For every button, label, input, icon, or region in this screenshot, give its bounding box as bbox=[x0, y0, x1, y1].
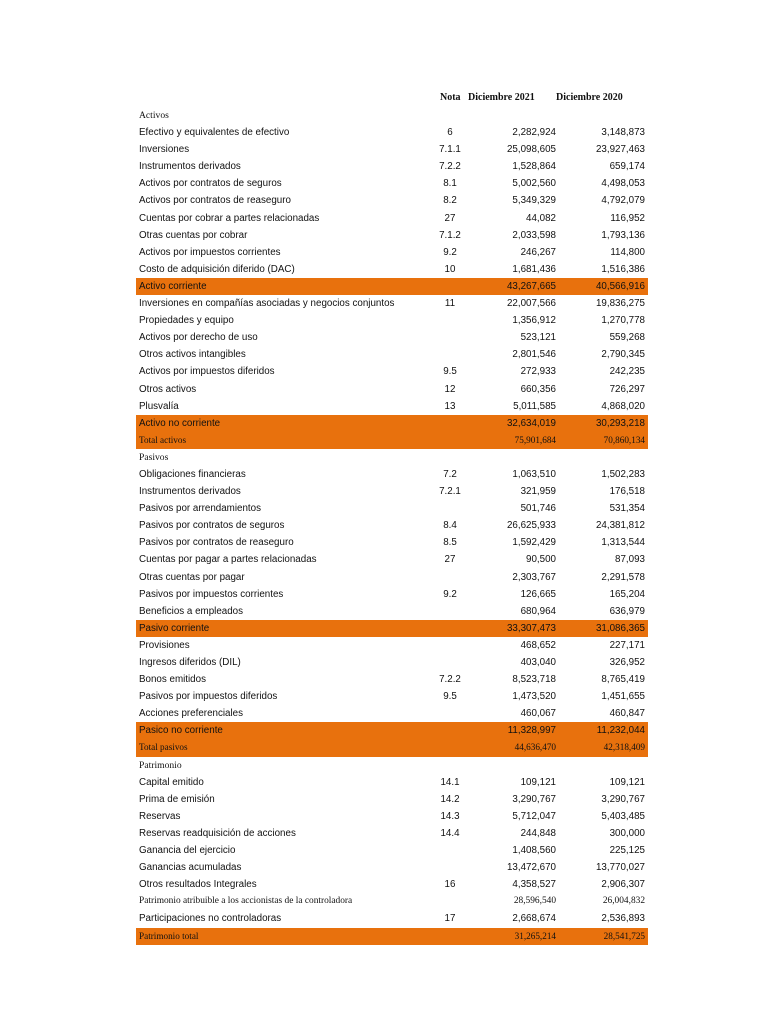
row-label: Provisiones bbox=[139, 639, 190, 651]
row-value-2021: 660,356 bbox=[520, 383, 556, 395]
row-value-2020: 1,502,283 bbox=[601, 468, 645, 480]
table-row bbox=[136, 261, 648, 278]
row-value-2021: 22,007,566 bbox=[506, 298, 556, 310]
row-label: Otras cuentas por cobrar bbox=[139, 229, 248, 241]
row-value-2021: 523,121 bbox=[520, 332, 556, 344]
row-label: Pasivos por impuestos corrientes bbox=[139, 588, 284, 600]
row-label: Obligaciones financieras bbox=[139, 468, 246, 480]
total-row bbox=[136, 739, 648, 756]
row-value-2020: 40,566,916 bbox=[595, 280, 645, 292]
table-row bbox=[136, 688, 648, 705]
row-value-2021: 75,901,684 bbox=[514, 434, 556, 445]
total-row bbox=[136, 928, 648, 945]
row-value-2020: 2,536,893 bbox=[601, 913, 645, 925]
row-label: Pasivos por contratos de reaseguro bbox=[139, 537, 294, 549]
row-label: Otros activos bbox=[139, 383, 197, 395]
row-value-2020: 116,952 bbox=[610, 212, 645, 224]
row-value-2020: 3,290,767 bbox=[601, 793, 645, 805]
row-value-2020: 1,313,544 bbox=[601, 537, 645, 549]
table-row bbox=[136, 808, 648, 825]
row-value-2020: 2,790,345 bbox=[601, 349, 645, 361]
row-value-2021: 5,002,560 bbox=[512, 178, 556, 190]
row-label: Pasivos bbox=[139, 451, 169, 463]
row-value-2021: 501,746 bbox=[520, 503, 556, 515]
row-nota: 6 bbox=[447, 127, 453, 139]
row-value-2021: 403,040 bbox=[520, 657, 556, 668]
table-row bbox=[136, 637, 648, 654]
table-row bbox=[136, 210, 648, 227]
row-value-2021: 43,267,665 bbox=[506, 280, 556, 292]
row-value-2021: 4,358,527 bbox=[512, 879, 556, 891]
row-value-2020: 225,125 bbox=[609, 845, 645, 857]
row-label: Inversiones bbox=[139, 144, 190, 156]
table-row bbox=[136, 363, 648, 380]
table-row bbox=[136, 671, 648, 688]
row-value-2021: 1,408,560 bbox=[512, 845, 556, 857]
row-value-2020: 13,770,027 bbox=[595, 862, 645, 874]
row-value-2021: 5,712,047 bbox=[512, 810, 556, 822]
row-value-2020: 26,004,832 bbox=[602, 896, 645, 907]
row-value-2020: 28,541,725 bbox=[603, 930, 645, 941]
row-value-2021: 28,596,540 bbox=[513, 896, 556, 907]
row-value-2021: 13,472,670 bbox=[506, 862, 556, 874]
row-value-2021: 2,801,546 bbox=[512, 349, 556, 361]
table-row bbox=[136, 876, 648, 893]
column-headers bbox=[136, 92, 648, 106]
row-value-2021: 3,290,767 bbox=[512, 793, 556, 805]
row-label: Patrimonio total bbox=[139, 930, 199, 941]
row-label: Pasivos por impuestos diferidos bbox=[139, 691, 278, 703]
section-heading bbox=[136, 449, 648, 466]
row-label: Total pasivos bbox=[139, 742, 188, 753]
row-label: Propiedades y equipo bbox=[139, 315, 234, 327]
row-label: Beneficios a empleados bbox=[139, 605, 244, 617]
row-value-2021: 32,634,019 bbox=[506, 417, 556, 429]
table-row bbox=[136, 551, 648, 568]
row-value-2020: 659,174 bbox=[609, 161, 645, 173]
table-row bbox=[136, 227, 648, 244]
row-value-2020: 460,847 bbox=[609, 708, 645, 720]
table-row bbox=[136, 569, 648, 586]
row-value-2021: 246,267 bbox=[520, 246, 556, 258]
row-value-2020: 726,297 bbox=[609, 383, 645, 395]
row-nota: 9.5 bbox=[443, 691, 457, 703]
table-row bbox=[136, 705, 648, 722]
row-value-2021: 680,964 bbox=[520, 605, 556, 617]
table-row bbox=[136, 346, 648, 363]
table-row bbox=[136, 534, 648, 551]
row-value-2020: 30,293,218 bbox=[595, 417, 645, 429]
row-value-2021: 321,959 bbox=[520, 486, 556, 498]
table-row bbox=[136, 175, 648, 192]
header-diciembre-2021: Diciembre 2021 bbox=[468, 92, 535, 103]
row-nota: 8.5 bbox=[443, 537, 457, 549]
table-row bbox=[136, 124, 648, 141]
row-label: Prima de emisión bbox=[139, 793, 215, 805]
row-value-2021: 2,303,767 bbox=[512, 571, 556, 583]
row-value-2020: 87,093 bbox=[615, 554, 645, 566]
table-row bbox=[136, 500, 648, 517]
subtotal-row bbox=[136, 415, 648, 432]
table-row bbox=[136, 381, 648, 398]
row-label: Activos por contratos de reaseguro bbox=[139, 195, 291, 207]
row-nota: 7.1.1 bbox=[439, 144, 461, 156]
row-value-2021: 1,528,864 bbox=[512, 161, 556, 173]
row-label: Instrumentos derivados bbox=[139, 486, 241, 498]
row-value-2020: 300,000 bbox=[609, 827, 645, 839]
row-label: Inversiones en compañías asociadas y negocios conjuntos bbox=[139, 298, 395, 310]
row-value-2020: 5,403,485 bbox=[601, 810, 645, 822]
row-value-2020: 1,451,655 bbox=[601, 691, 645, 703]
row-label: Efectivo y equivalentes de efectivo bbox=[139, 127, 290, 139]
row-value-2021: 460,067 bbox=[520, 708, 556, 720]
row-value-2020: 8,765,419 bbox=[601, 674, 645, 686]
table-row bbox=[136, 791, 648, 808]
subtotal-row bbox=[136, 620, 648, 637]
row-value-2021: 109,121 bbox=[520, 776, 556, 788]
row-value-2021: 31,265,214 bbox=[514, 930, 556, 941]
row-label: Reservas readquisición de acciones bbox=[139, 827, 296, 839]
row-value-2021: 44,636,470 bbox=[514, 742, 556, 753]
row-value-2020: 4,868,020 bbox=[601, 400, 645, 412]
row-value-2020: 24,381,812 bbox=[595, 520, 645, 532]
table-row bbox=[136, 466, 648, 483]
row-value-2020: 4,792,079 bbox=[601, 195, 645, 207]
row-value-2020: 31,086,365 bbox=[595, 622, 645, 634]
row-value-2020: 1,793,136 bbox=[601, 229, 645, 241]
row-value-2020: 11,232,044 bbox=[596, 725, 645, 737]
row-value-2020: 70,860,134 bbox=[603, 434, 645, 445]
table-row bbox=[136, 244, 648, 261]
row-nota: 9.2 bbox=[443, 588, 457, 600]
row-label: Activo no corriente bbox=[139, 417, 221, 429]
table-row bbox=[136, 603, 648, 620]
row-value-2020: 1,270,778 bbox=[601, 315, 645, 327]
row-label: Costo de adquisición diferido (DAC) bbox=[139, 263, 295, 275]
row-nota: 14.4 bbox=[440, 827, 460, 839]
row-value-2020: 326,952 bbox=[609, 657, 645, 668]
row-nota: 8.4 bbox=[443, 520, 457, 532]
section-heading bbox=[136, 757, 648, 774]
row-value-2021: 90,500 bbox=[526, 554, 556, 566]
row-value-2021: 11,328,997 bbox=[507, 725, 556, 737]
row-value-2021: 1,592,429 bbox=[512, 537, 556, 549]
table-row bbox=[136, 295, 648, 312]
row-value-2020: 4,498,053 bbox=[601, 178, 645, 190]
row-value-2021: 25,098,605 bbox=[506, 144, 556, 156]
row-label: Cuentas por cobrar a partes relacionadas bbox=[139, 212, 320, 224]
table-row bbox=[136, 312, 648, 329]
row-value-2021: 244,848 bbox=[520, 827, 556, 839]
row-value-2021: 26,625,933 bbox=[506, 520, 556, 532]
row-value-2020: 227,171 bbox=[609, 639, 645, 651]
table-row bbox=[136, 586, 648, 603]
header-diciembre-2020: Diciembre 2020 bbox=[556, 92, 623, 103]
header-nota: Nota bbox=[440, 92, 461, 103]
table-row bbox=[136, 398, 648, 415]
row-value-2020: 19,836,275 bbox=[595, 298, 645, 310]
table-row bbox=[136, 654, 648, 671]
table-row bbox=[136, 483, 648, 500]
row-nota: 7.2.2 bbox=[439, 674, 461, 686]
row-value-2020: 23,927,463 bbox=[595, 144, 645, 156]
row-value-2020: 242,235 bbox=[609, 366, 645, 378]
row-value-2020: 559,268 bbox=[609, 332, 645, 344]
row-value-2020: 114,800 bbox=[610, 246, 645, 258]
row-nota: 14.1 bbox=[440, 776, 460, 788]
row-value-2020: 2,291,578 bbox=[601, 571, 645, 583]
table-row bbox=[136, 825, 648, 842]
row-label: Pasivos por arrendamientos bbox=[139, 503, 261, 515]
table-row bbox=[136, 893, 648, 910]
row-nota: 27 bbox=[444, 554, 456, 566]
row-value-2021: 468,652 bbox=[520, 639, 556, 651]
row-value-2021: 5,011,585 bbox=[513, 400, 556, 412]
table-row bbox=[136, 192, 648, 209]
row-label: Otras cuentas por pagar bbox=[139, 571, 245, 583]
row-label: Plusvalía bbox=[139, 400, 179, 412]
subtotal-row bbox=[136, 722, 648, 739]
row-nota: 13 bbox=[444, 400, 456, 412]
row-nota: 8.1 bbox=[443, 178, 457, 190]
row-nota: 9.2 bbox=[443, 246, 457, 258]
row-nota: 17 bbox=[444, 913, 456, 925]
section-heading bbox=[136, 107, 648, 124]
total-row bbox=[136, 432, 648, 449]
row-label: Reservas bbox=[139, 810, 181, 822]
row-value-2020: 176,518 bbox=[609, 486, 645, 498]
table-row bbox=[136, 329, 648, 346]
row-nota: 7.2 bbox=[443, 468, 457, 480]
row-nota: 7.1.2 bbox=[439, 229, 461, 241]
row-label: Otros activos intangibles bbox=[139, 349, 246, 361]
row-nota: 27 bbox=[444, 212, 456, 224]
row-nota: 11 bbox=[444, 298, 456, 310]
row-label: Participaciones no controladoras bbox=[139, 913, 282, 925]
table-row bbox=[136, 774, 648, 791]
row-value-2020: 636,979 bbox=[609, 605, 645, 617]
row-value-2020: 1,516,386 bbox=[601, 263, 645, 275]
row-label: Activos por contratos de seguros bbox=[139, 178, 282, 190]
row-value-2020: 531,354 bbox=[609, 503, 645, 515]
row-value-2021: 33,307,473 bbox=[506, 622, 556, 634]
table-row bbox=[136, 910, 648, 927]
row-value-2021: 1,681,436 bbox=[512, 263, 556, 275]
row-label: Activos por impuestos corrientes bbox=[139, 246, 281, 258]
row-label: Pasico no corriente bbox=[139, 725, 223, 737]
row-value-2021: 44,082 bbox=[526, 212, 556, 224]
row-value-2021: 8,523,718 bbox=[512, 674, 556, 686]
subtotal-row bbox=[136, 278, 648, 295]
row-label: Ingresos diferidos (DIL) bbox=[139, 657, 241, 668]
table-row bbox=[136, 859, 648, 876]
row-value-2021: 5,349,329 bbox=[512, 195, 556, 207]
row-value-2021: 272,933 bbox=[520, 366, 556, 378]
row-value-2021: 126,665 bbox=[520, 588, 556, 600]
row-nota: 14.2 bbox=[440, 793, 460, 805]
table-row bbox=[136, 158, 648, 175]
row-value-2021: 2,668,674 bbox=[512, 913, 556, 925]
row-value-2021: 1,473,520 bbox=[512, 691, 556, 703]
row-nota: 9.5 bbox=[443, 366, 457, 378]
row-label: Activos por derecho de uso bbox=[139, 332, 258, 344]
table-row bbox=[136, 517, 648, 534]
row-value-2021: 1,356,912 bbox=[512, 315, 556, 327]
row-nota: 7.2.2 bbox=[439, 161, 461, 173]
row-nota: 7.2.1 bbox=[439, 486, 461, 498]
row-nota: 10 bbox=[444, 263, 456, 275]
row-value-2020: 3,148,873 bbox=[601, 127, 645, 139]
row-label: Pasivos por contratos de seguros bbox=[139, 520, 285, 532]
row-label: Otros resultados Integrales bbox=[139, 879, 257, 891]
row-label: Bonos emitidos bbox=[139, 674, 206, 686]
table-row bbox=[136, 141, 648, 158]
row-value-2021: 2,033,598 bbox=[512, 229, 556, 241]
row-label: Total activos bbox=[139, 434, 187, 445]
row-value-2021: 2,282,924 bbox=[512, 127, 556, 139]
row-value-2021: 1,063,510 bbox=[512, 468, 556, 480]
row-label: Acciones preferenciales bbox=[139, 708, 244, 720]
row-value-2020: 2,906,307 bbox=[601, 879, 645, 891]
row-label: Activos por impuestos diferidos bbox=[139, 366, 275, 378]
row-label: Capital emitido bbox=[139, 776, 204, 788]
row-nota: 8.2 bbox=[443, 195, 457, 207]
row-label: Pasivo corriente bbox=[139, 622, 210, 634]
statement-rows bbox=[136, 107, 648, 945]
row-label: Instrumentos derivados bbox=[139, 161, 241, 173]
row-label: Patrimonio bbox=[139, 759, 182, 771]
row-nota: 12 bbox=[444, 383, 456, 395]
table-row bbox=[136, 842, 648, 859]
row-nota: 16 bbox=[444, 879, 456, 891]
row-label: Ganancia del ejercicio bbox=[139, 845, 236, 857]
row-label: Activos bbox=[139, 110, 169, 121]
row-label: Patrimonio atribuible a los accionistas de la controladora bbox=[139, 896, 353, 907]
row-value-2020: 109,121 bbox=[609, 776, 645, 788]
row-label: Ganancias acumuladas bbox=[139, 862, 242, 874]
row-nota: 14.3 bbox=[440, 810, 460, 822]
row-label: Activo corriente bbox=[139, 280, 207, 292]
row-value-2020: 165,204 bbox=[609, 588, 645, 600]
row-label: Cuentas por pagar a partes relacionadas bbox=[139, 554, 317, 566]
row-value-2020: 42,318,409 bbox=[603, 742, 645, 753]
